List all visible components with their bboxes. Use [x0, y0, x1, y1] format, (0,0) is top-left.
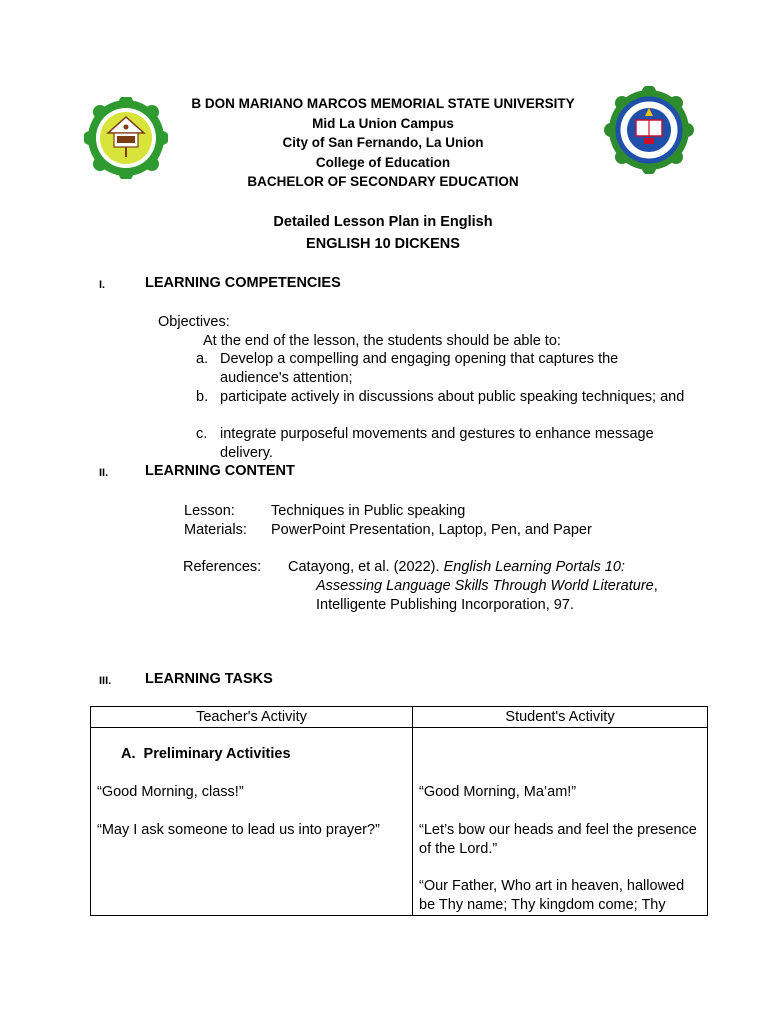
- university-seal-left: [84, 97, 168, 179]
- city-name: City of San Fernando, La Union: [282, 135, 484, 150]
- teacher-activity-cell: [91, 728, 413, 916]
- reference-comma: ,: [653, 578, 658, 594]
- teacher-line: “Good Morning, class!”: [97, 784, 244, 800]
- objective-text: Develop a compelling and engaging opening that captures the audience's attention;: [220, 351, 619, 386]
- learning-tasks-table: [90, 706, 708, 916]
- references-label: References:: [183, 559, 262, 575]
- reference-line-2: [316, 577, 658, 596]
- reference-title-part-1: English Learning Portals 10:: [443, 559, 625, 575]
- materials-label: Materials:: [184, 522, 247, 538]
- objective-text: participate actively in discussions about public speaking techniques; and: [220, 389, 685, 405]
- course-title: ENGLISH 10 DICKENS: [306, 236, 460, 252]
- objective-letter: c.: [196, 426, 208, 442]
- table-header-row: [91, 707, 708, 728]
- objectives-label: Objectives:: [158, 314, 230, 330]
- teacher-line: “May I ask someone to lead us into prayer?”: [97, 822, 380, 838]
- materials-value: PowerPoint Presentation, Laptop, Pen, and Paper: [271, 522, 592, 538]
- table-row: [91, 728, 708, 916]
- section-3-number: III.: [99, 675, 112, 687]
- objective-text: integrate purposeful movements and gestures to enhance message delivery.: [220, 426, 654, 461]
- reference-line-1: [288, 558, 625, 577]
- objective-letter: a.: [196, 351, 209, 367]
- objective-item-b: [196, 388, 686, 407]
- teacher-activity-header: Teacher's Activity: [91, 707, 413, 728]
- objectives-intro: At the end of the lesson, the students should be able to:: [203, 333, 561, 349]
- section-2-heading: LEARNING CONTENT: [145, 463, 295, 479]
- section-1-heading: LEARNING COMPETENCIES: [145, 275, 341, 291]
- objective-letter: b.: [196, 389, 209, 405]
- preliminary-activities-subheading: A. Preliminary Activities: [121, 746, 291, 762]
- objective-item-c: [196, 425, 686, 462]
- reference-publisher: Intelligente Publishing Incorporation, 97.: [316, 597, 574, 613]
- lesson-label: Lesson:: [184, 503, 235, 519]
- section-2-number: II.: [99, 467, 109, 479]
- student-line: “Good Morning, Ma’am!”: [419, 784, 577, 800]
- section-1-number: I.: [99, 279, 106, 291]
- university-seal-right: [604, 86, 694, 174]
- student-activity-header: Student's Activity: [413, 707, 708, 728]
- document-title: Detailed Lesson Plan in English: [273, 214, 493, 230]
- reference-authors: Catayong, et al. (2022).: [288, 559, 444, 575]
- student-line: “Our Father, Who art in heaven, hallowed be Thy name; Thy kingdom come; Thy: [419, 878, 685, 913]
- university-name: B DON MARIANO MARCOS MEMORIAL STATE UNIVERSITY: [191, 96, 575, 111]
- student-activity-cell: [413, 728, 708, 916]
- reference-title-part-2: Assessing Language Skills Through World Literature: [316, 578, 654, 594]
- student-line: “Let’s bow our heads and feel the presence of the Lord.”: [419, 822, 697, 857]
- section-3-heading: LEARNING TASKS: [145, 671, 273, 687]
- objective-item-a: [196, 350, 686, 387]
- program-name: BACHELOR OF SECONDARY EDUCATION: [247, 174, 519, 189]
- college-name: College of Education: [315, 155, 451, 170]
- lesson-value: Techniques in Public speaking: [271, 503, 466, 519]
- campus-name: Mid La Union Campus: [312, 116, 454, 131]
